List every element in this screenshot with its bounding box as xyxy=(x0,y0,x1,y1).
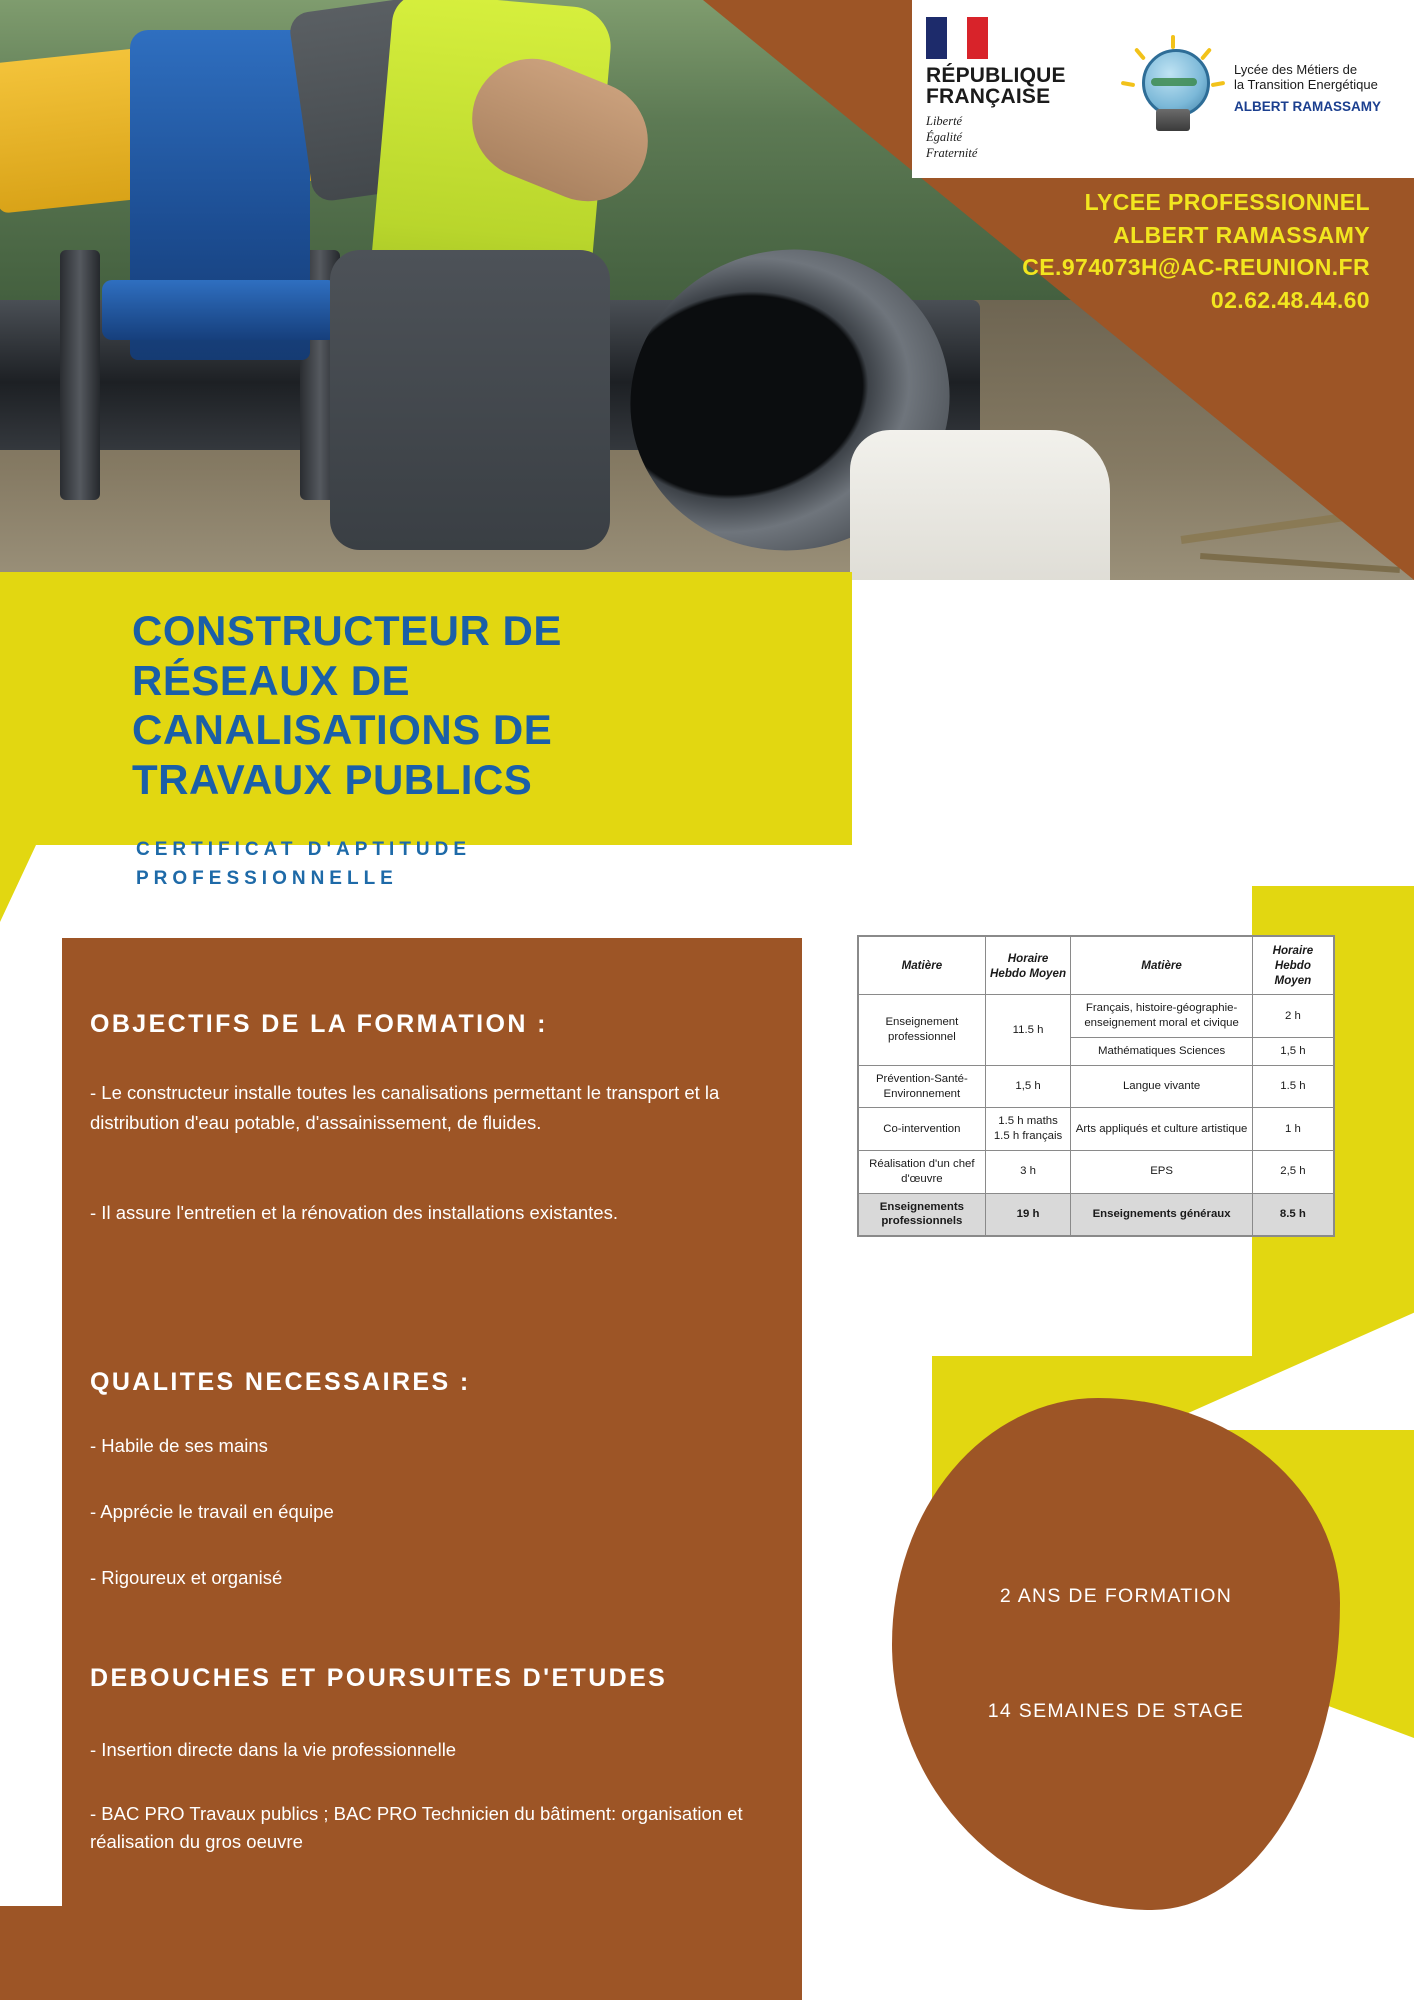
page-title-line-2: RÉSEAUX DE xyxy=(132,656,411,704)
cell-left-subject-3: Prévention-Santé-Environnement xyxy=(859,1065,986,1108)
page-subtitle-line-1: CERTIFICAT D'APTITUDE xyxy=(136,839,472,860)
page-subtitle xyxy=(136,835,756,894)
photo-blue-valve xyxy=(130,30,310,360)
table-row xyxy=(859,1065,1334,1108)
cell-right-subject-5: EPS xyxy=(1071,1150,1252,1193)
outcome-item-2: - BAC PRO Travaux publics ; BAC PRO Technicien du bâtiment: organisation et réalisation du gros oeuvre xyxy=(90,1803,743,1852)
objectives-paragraph-1: - Le constructeur installe toutes les canalisations permettant le transport et la distribution d'eau potable, d'assainissement, de fluides. xyxy=(90,1082,720,1133)
outcomes-heading: DEBOUCHES ET POURSUITES D'ETUDES xyxy=(90,1664,668,1692)
objectives-heading: OBJECTIFS DE LA FORMATION : xyxy=(90,1010,548,1038)
cell-left-hours-1: 11.5 h xyxy=(985,995,1071,1065)
republique-francaise-logo xyxy=(926,17,1106,162)
badge-internship-text: 14 SEMAINES DE STAGE xyxy=(987,1700,1245,1722)
table-row xyxy=(859,995,1334,1038)
contact-block xyxy=(830,186,1370,317)
cell-total-right-subject: Enseignements généraux xyxy=(1071,1193,1252,1236)
page-title-line-3: CANALISATIONS DE xyxy=(132,706,553,754)
schedule-table xyxy=(858,936,1334,1236)
devise-fraternite: Fraternité xyxy=(926,145,978,160)
cell-right-subject-2: Mathématiques Sciences xyxy=(1071,1037,1252,1065)
page-subtitle-line-2: PROFESSIONNELLE xyxy=(136,868,398,890)
header-subject-left: Matière xyxy=(859,937,986,995)
qualities-heading: QUALITES NECESSAIRES : xyxy=(90,1368,471,1396)
devise-block xyxy=(926,114,1106,161)
devise-egalite: Égalité xyxy=(926,130,963,145)
page-title-line-4: TRAVAUX PUBLICS xyxy=(132,755,533,803)
quality-item-1: - Habile de ses mains xyxy=(90,1435,268,1456)
duration-badge xyxy=(892,1398,1340,1910)
table-total-row xyxy=(859,1193,1334,1236)
french-flag-icon xyxy=(926,17,988,59)
table-header-row xyxy=(859,937,1334,995)
school-logo-line-2: la Transition Energétique xyxy=(1234,77,1378,93)
cell-total-left-hours: 19 h xyxy=(985,1193,1071,1236)
cell-total-left-subject: Enseignements professionnels xyxy=(859,1193,986,1236)
cell-left-subject-1: Enseignement professionnel xyxy=(859,995,986,1065)
header-hours-left: Horaire Hebdo Moyen xyxy=(985,937,1071,995)
page-title xyxy=(132,606,752,804)
header-subject-right: Matière xyxy=(1071,937,1252,995)
cell-left-hours-4: 1.5 h maths 1.5 h français xyxy=(985,1108,1071,1151)
rf-line-1: RÉPUBLIQUE xyxy=(926,63,1066,87)
contact-school-name: ALBERT RAMASSAMY xyxy=(1113,221,1370,248)
badge-duration-text: 2 ANS DE FORMATION xyxy=(999,1585,1233,1607)
page-title-line-1: CONSTRUCTEUR DE xyxy=(132,607,562,654)
cell-left-subject-4: Co-intervention xyxy=(859,1108,986,1151)
school-logo xyxy=(1124,39,1381,139)
quality-item-3: - Rigoureux et organisé xyxy=(90,1567,283,1588)
outcome-item-1: - Insertion directe dans la vie professionnelle xyxy=(90,1739,457,1760)
cell-left-hours-3: 1,5 h xyxy=(985,1065,1071,1108)
photo-worker-legs xyxy=(330,250,610,550)
devise-liberte: Liberté xyxy=(926,114,963,129)
cell-right-hours-3: 1.5 h xyxy=(1252,1065,1333,1108)
cell-left-hours-5: 3 h xyxy=(985,1150,1071,1193)
cell-right-subject-4: Arts appliqués et culture artistique xyxy=(1071,1108,1252,1151)
table-row xyxy=(859,1108,1334,1151)
lightbulb-globe-icon xyxy=(1124,39,1224,139)
rf-line-2: FRANÇAISE xyxy=(926,85,1051,109)
cell-right-subject-1: Français, histoire-géographie-enseignement moral et civique xyxy=(1071,995,1252,1038)
cell-total-right-hours: 8.5 h xyxy=(1252,1193,1333,1236)
cell-right-subject-3: Langue vivante xyxy=(1071,1065,1252,1108)
logo-header-card xyxy=(912,0,1414,178)
objectives-paragraph-2: - Il assure l'entretien et la rénovation des installations existantes. xyxy=(90,1202,618,1223)
photo-white-bag xyxy=(850,430,1110,580)
cell-right-hours-5: 2,5 h xyxy=(1252,1150,1333,1193)
quality-item-2: - Apprécie le travail en équipe xyxy=(90,1501,334,1522)
table-row xyxy=(859,1150,1334,1193)
school-logo-text xyxy=(1234,63,1381,114)
school-logo-line-1: Lycée des Métiers de xyxy=(1234,62,1358,78)
brown-bottom-strip xyxy=(0,1906,62,2000)
contact-phone[interactable]: 02.62.48.44.60 xyxy=(1210,286,1370,313)
contact-school-type: LYCEE PROFESSIONNEL xyxy=(1084,189,1370,215)
photo-flange-left xyxy=(60,250,100,500)
header-hours-right: Horaire Hebdo Moyen xyxy=(1252,937,1333,995)
school-logo-line-3: ALBERT RAMASSAMY xyxy=(1234,99,1381,115)
schedule-table-wrapper xyxy=(857,935,1335,1237)
cell-left-subject-5: Réalisation d'un chef d'œuvre xyxy=(859,1150,986,1193)
contact-email[interactable]: CE.974073H@AC-REUNION.FR xyxy=(1022,254,1370,281)
cell-right-hours-4: 1 h xyxy=(1252,1108,1333,1151)
cell-right-hours-1: 2 h xyxy=(1252,995,1333,1038)
cell-right-hours-2: 1,5 h xyxy=(1252,1037,1333,1065)
